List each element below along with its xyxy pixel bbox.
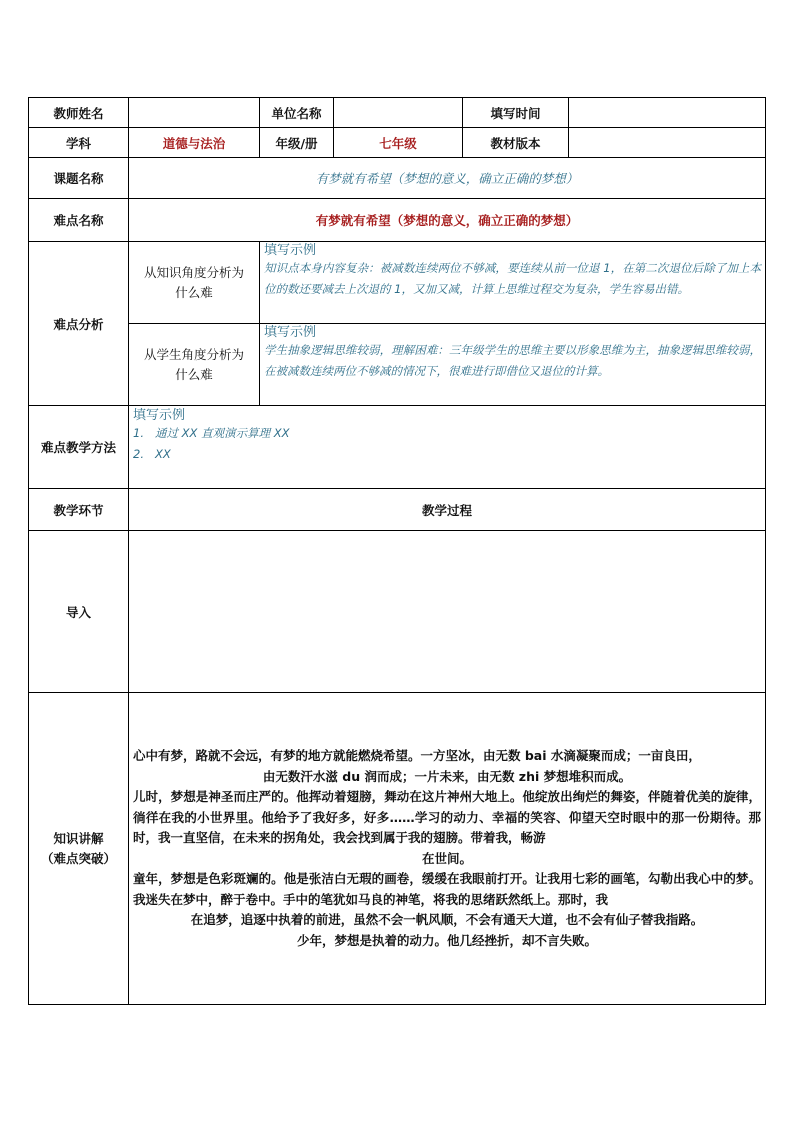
knowledge-paragraph: 在世间。 — [421, 850, 472, 866]
knowledge-paragraph: 由无数汗水滋 du 润而成；一片未来，由无数 zhi 梦想堆积而成。 — [262, 768, 632, 784]
knowledge-sample-label: 填写示例 — [264, 243, 317, 258]
method-sample-label: 填写示例 — [133, 408, 186, 423]
knowledge-paragraph: 儿时，梦想是神圣而庄严的。他挥动着翅膀，舞动在这片神州大地上。他绽放出绚烂的舞姿，伴随着优美的旋律，徜徉在我的小世界里。他给予了我好多，好多……学习的动力、幸福的笑容、仰望天空时眼中的那一份期待。那时，我一直坚信，在未来的拐角处，我会找到属于我的翅膀。带着我，畅游 — [133, 789, 761, 845]
row-intro — [29, 531, 766, 693]
grade-value[interactable]: 七年级 — [334, 128, 463, 158]
knowledge-angle-cell[interactable] — [260, 242, 766, 324]
knowledge-paragraph: 心中有梦，路就不会远，有梦的地方就能燃烧希望。一方坚冰，由无数 bai 水滴凝聚而成；一亩良田， — [133, 748, 701, 763]
difficulty-analysis-label: 难点分析 — [29, 242, 129, 406]
knowledge-angle-label: 从知识角度分析为什么难 — [129, 242, 260, 324]
unit-name-label: 单位名称 — [260, 98, 334, 128]
student-sample-text: 学生抽象逻辑思维较弱，理解困难：三年级学生的思维主要以形象思维为主，抽象逻辑思维较弱，在被减数连续两位不够减的情况下，很难进行即借位又退位的计算。 — [264, 343, 761, 378]
intro-content-cell[interactable] — [129, 531, 766, 693]
fill-time-field[interactable] — [569, 98, 766, 128]
textbook-edition-label: 教材版本 — [463, 128, 569, 158]
knowledge-explain-label: 知识讲解 （难点突破） — [29, 693, 129, 1005]
row-knowledge — [29, 693, 766, 1005]
row-topic — [29, 158, 766, 199]
teacher-name-label: 教师姓名 — [29, 98, 129, 128]
grade-label: 年级/册 — [260, 128, 334, 158]
knowledge-sample-text: 知识点本身内容复杂：被减数连续两位不够减，要连续从前一位退 1，在第二次退位后除了加上本位的数还要减去上次退的 1，又加又减，计算上思维过程交为复杂，学生容易出错。 — [264, 261, 761, 296]
teacher-name-field[interactable] — [129, 98, 260, 128]
list-item: 2. XX — [133, 447, 171, 461]
subject-value[interactable]: 道德与法治 — [129, 128, 260, 158]
knowledge-paragraph: 在追梦，追逐中执着的前进，虽然不会一帆风顺，不会有通天大道，也不会有仙子替我指路。 — [190, 912, 704, 927]
difficulty-value[interactable]: 有梦就有希望（梦想的意义，确立正确的梦想） — [129, 199, 766, 242]
difficulty-label: 难点名称 — [29, 199, 129, 242]
row-analysis-student — [29, 324, 766, 406]
teaching-method-cell[interactable] — [129, 406, 766, 489]
knowledge-paragraph: 童年，梦想是色彩斑斓的。他是张洁白无瑕的画卷，缓缓在我眼前打开。让我用七彩的画笔，勾勒出我心中的梦。我迷失在梦中，醉于卷中。手中的笔犹如马良的神笔，将我的思绪跃然纸上。那时，我 — [133, 871, 761, 907]
row-method — [29, 406, 766, 489]
method-list — [133, 423, 761, 465]
topic-label: 课题名称 — [29, 158, 129, 199]
teaching-stage-label: 教学环节 — [29, 489, 129, 531]
row-analysis-knowledge — [29, 242, 766, 324]
row-teacher — [29, 98, 766, 128]
textbook-edition-field[interactable] — [569, 128, 766, 158]
knowledge-paragraph: 少年，梦想是执着的动力。他几经挫折，却不言失败。 — [296, 932, 597, 948]
intro-label: 导入 — [29, 531, 129, 693]
subject-label: 学科 — [29, 128, 129, 158]
unit-name-field[interactable] — [334, 98, 463, 128]
knowledge-content-cell[interactable] — [129, 693, 766, 1005]
fill-time-label: 填写时间 — [463, 98, 569, 128]
row-difficulty — [29, 199, 766, 242]
student-angle-label: 从学生角度分析为什么难 — [129, 324, 260, 406]
student-angle-cell[interactable] — [260, 324, 766, 406]
teaching-method-label: 难点教学方法 — [29, 406, 129, 489]
student-sample-label: 填写示例 — [264, 325, 317, 340]
teaching-process-label: 教学过程 — [129, 489, 766, 531]
lesson-plan-table — [28, 97, 766, 1005]
list-item: 1. 通过 XX 直观演示算理 XX — [133, 426, 290, 440]
row-subject — [29, 128, 766, 158]
topic-value[interactable]: 有梦就有希望（梦想的意义，确立正确的梦想） — [129, 158, 766, 199]
row-process-header — [29, 489, 766, 531]
